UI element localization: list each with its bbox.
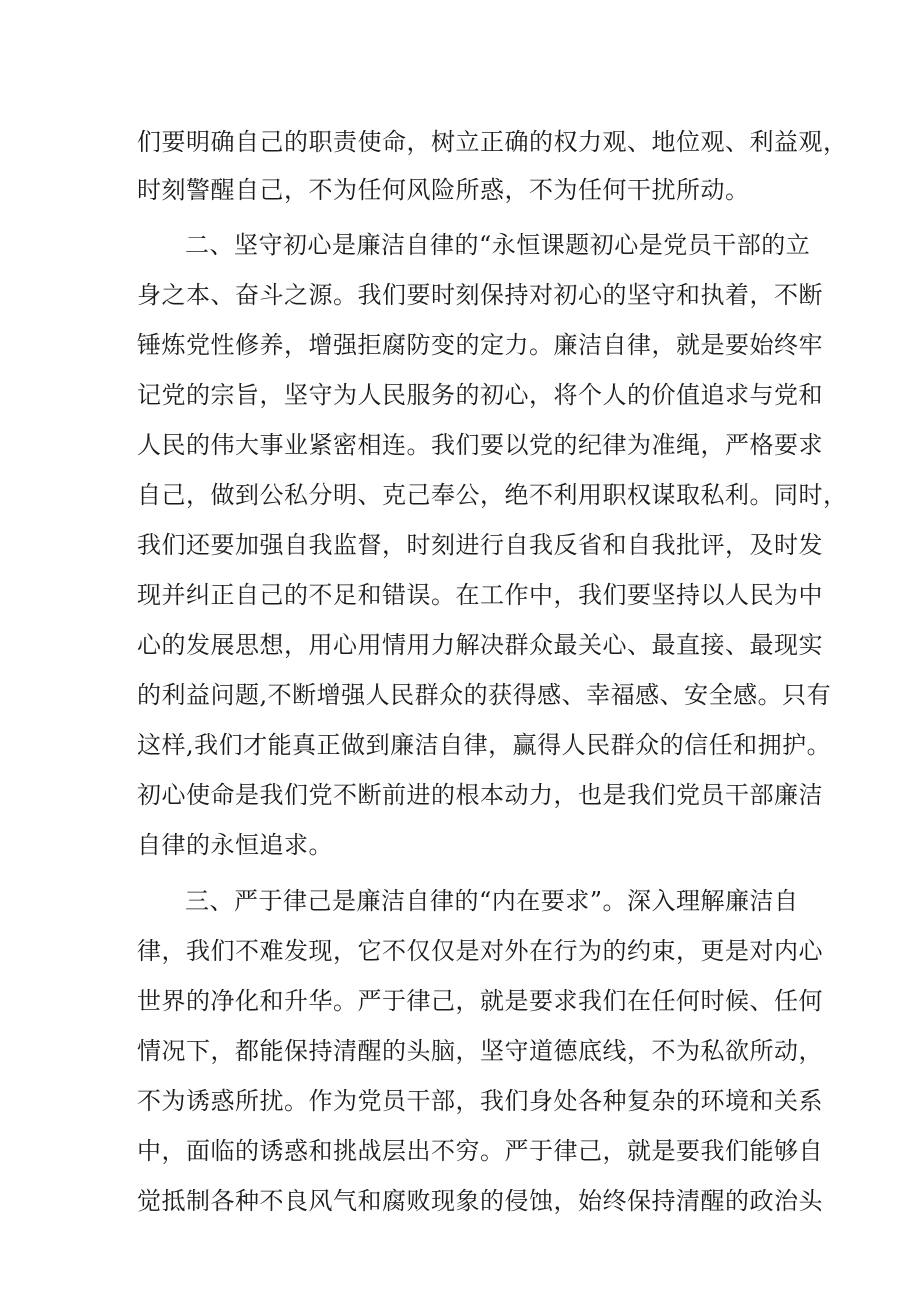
text-line: 们要明确自己的职责使命，树立正确的权力观、地位观、利益观， [137,128,848,156]
text-line: 情况下，都能保持清醒的头脑，坚守道德底线，不为私欲所动， [137,1037,823,1065]
text-line: 心的发展思想，用心用情用力解决群众最关心、最直接、最现实 [137,631,823,659]
section-heading-line: 二、坚守初心是廉洁自律的“永恒课题初心是党员干部的立 [185,231,811,259]
text-line: 身之本、奋斗之源。我们要时刻保持对初心的坚守和执着，不断 [137,281,823,309]
text-line: 人民的伟大事业紧密相连。我们要以党的纪律为准绳，严格要求 [137,431,823,459]
text-line: 这样,我们才能真正做到廉洁自律，赢得人民群众的信任和拥护。 [137,731,832,759]
text-line: 的利益问题,不断增强人民群众的获得感、幸福感、安全感。只有 [137,681,832,709]
text-line: 自己，做到公私分明、克己奉公，绝不利用职权谋取私利。同时， [137,481,848,509]
text-line: 觉抵制各种不良风气和腐败现象的侵蚀，始终保持清醒的政治头 [137,1187,823,1215]
text-line: 时刻警醒自己，不为任何风险所惑，不为任何干扰所动。 [137,176,750,204]
text-line: 中，面临的诱惑和挑战层出不穷。严于律己，就是要我们能够自 [137,1137,823,1165]
text-line: 记党的宗旨，坚守为人民服务的初心，将个人的价值追求与党和 [137,381,823,409]
text-line: 律，我们不难发现，它不仅仅是对外在行为的约束，更是对内心 [137,937,823,965]
text-line: 现并纠正自己的不足和错误。在工作中，我们要坚持以人民为中 [137,581,823,609]
text-line: 锤炼党性修养，增强拒腐防变的定力。廉洁自律，就是要始终牢 [137,331,823,359]
text-line: 初心使命是我们党不断前进的根本动力，也是我们党员干部廉洁 [137,781,823,809]
text-line: 不为诱惑所扰。作为党员干部，我们身处各种复杂的环境和关系 [137,1087,823,1115]
text-line: 世界的净化和升华。严于律己，就是要求我们在任何时候、任何 [137,987,823,1015]
text-line: 我们还要加强自我监督，时刻进行自我反省和自我批评，及时发 [137,531,823,559]
text-line: 自律的永恒追求。 [137,831,333,859]
section-heading-line: 三、严于律己是廉洁自律的“内在要求”。深入理解廉洁自 [185,887,799,915]
